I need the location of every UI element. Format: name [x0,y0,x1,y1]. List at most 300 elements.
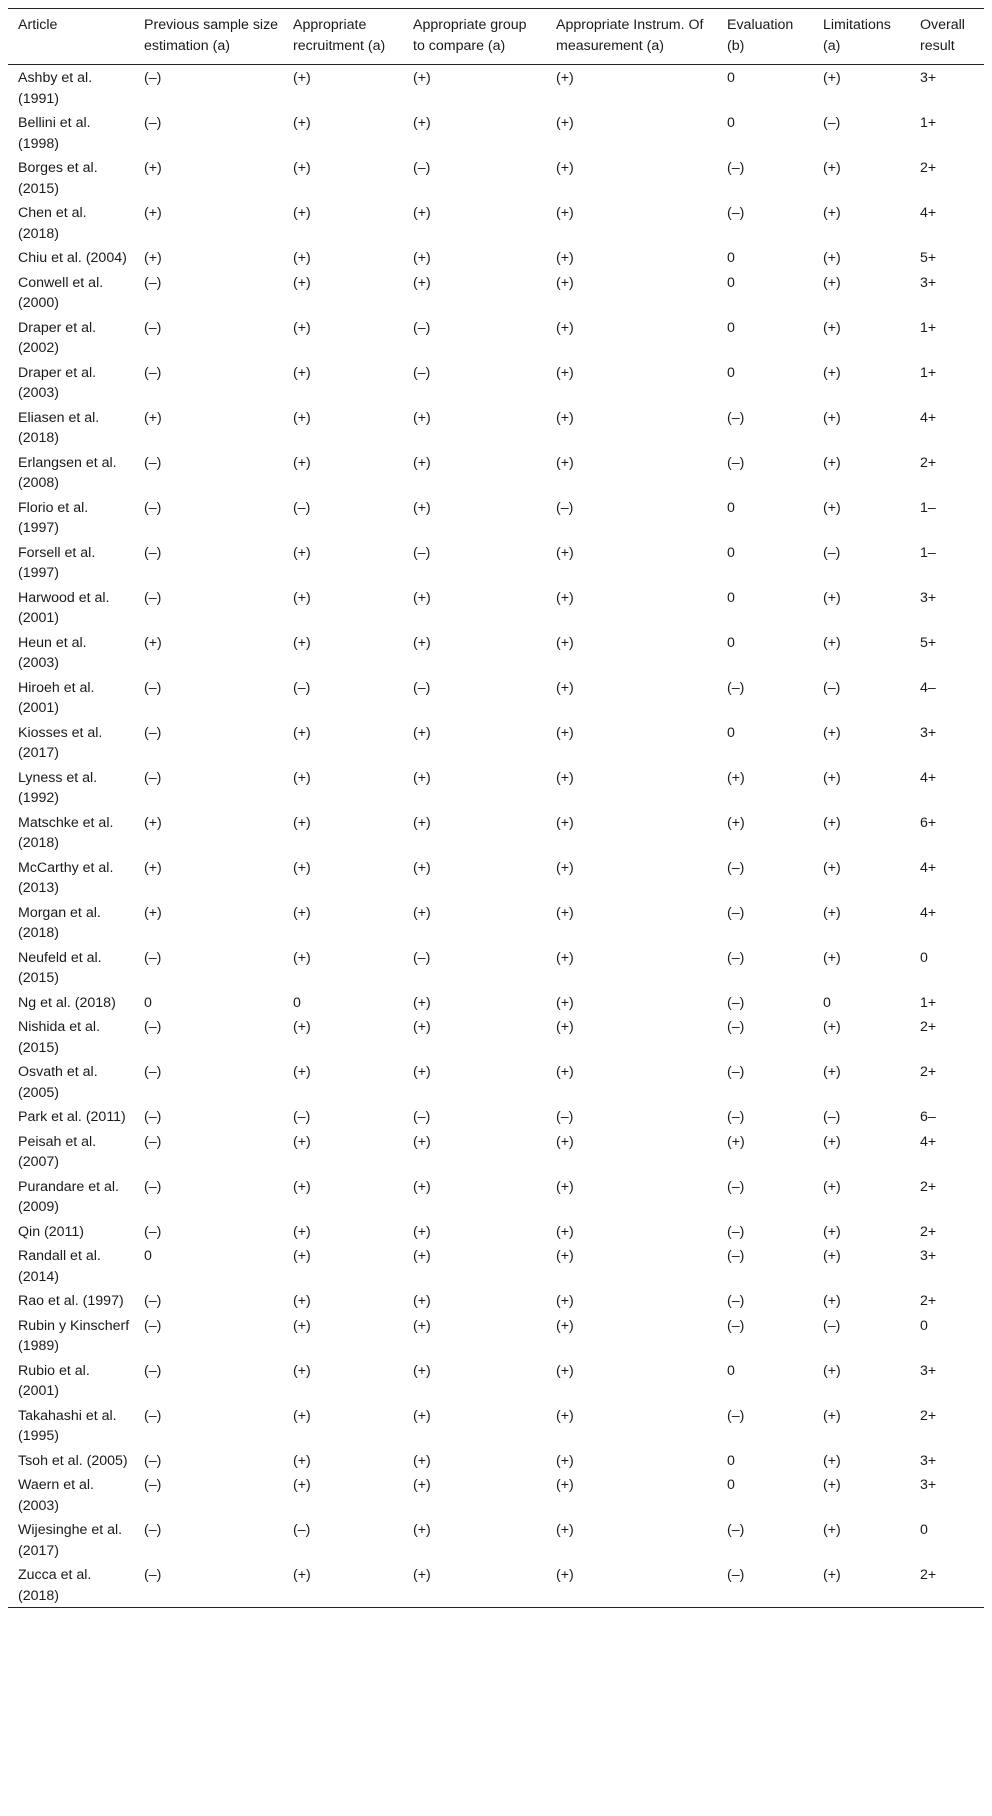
article-cell: Park et al. (2011) [18,1109,126,1125]
evaluation-cell: (–) [727,1317,745,1334]
overall-result-cell: 0 [920,1317,928,1334]
comparison-group-cell: (+) [413,634,431,651]
article-cell: Chiu et al. (2004) [18,250,127,266]
article-cell: Nishida et al. (2015) [18,1019,101,1056]
limitations-cell: (+) [823,949,841,966]
instrument-cell: (+) [556,409,574,426]
article-cell: Qin (2011) [18,1223,84,1240]
limitations-cell: (–) [823,115,841,131]
sample-size-cell: (–) [144,1362,162,1379]
article-cell: Erlangsen et al. (2008) [18,454,117,491]
comparison-group-cell: (+) [413,1522,431,1538]
instrument-cell: (+) [556,814,574,831]
instrument-cell: (+) [556,1178,574,1195]
col-header-instrument: Appropriate Instrum. Of measurement (a) [556,17,704,54]
overall-result-cell: 3+ [920,1248,937,1264]
table-body [8,65,984,1608]
comparison-group-cell: (+) [413,1133,431,1150]
comparison-group-cell: (+) [413,1362,431,1379]
comparison-group-cell: (+) [413,994,431,1011]
instrument-cell: (+) [556,1317,574,1334]
comparison-group-cell: (–) [413,544,431,561]
comparison-group-cell: (+) [413,409,431,426]
evaluation-cell: (+) [727,1133,745,1150]
recruitment-cell: (+) [293,1064,311,1080]
sample-size-cell: (–) [144,1223,162,1240]
limitations-cell: (+) [823,1407,841,1424]
overall-result-cell: 4+ [920,1133,937,1150]
article-cell: Conwell et al. (2000) [18,274,104,311]
recruitment-cell: (+) [293,274,311,291]
sample-size-cell: (+) [144,634,162,651]
evaluation-cell: (–) [727,1407,745,1424]
comparison-group-cell: (–) [413,319,431,336]
instrument-cell: (+) [556,544,574,561]
article-cell: Hiroeh et al. (2001) [18,679,95,716]
evaluation-cell: (–) [727,679,745,696]
article-cell: Rubin y Kinscherf (1989) [18,1317,130,1354]
recruitment-cell: (+) [293,205,311,221]
table-row [8,1014,984,1059]
table-row [8,110,984,155]
evaluation-cell: (–) [727,160,745,176]
instrument-cell: (+) [556,1477,574,1493]
evaluation-cell: 0 [727,364,735,381]
evaluation-cell: (–) [727,1522,745,1538]
recruitment-cell: (–) [293,1522,311,1538]
overall-result-cell: 5+ [920,634,937,651]
article-cell: Kiosses et al. (2017) [18,724,103,761]
table-row [8,810,984,855]
limitations-cell: (+) [823,364,841,381]
overall-result-cell: 3+ [920,589,937,606]
instrument-cell: (+) [556,70,574,86]
instrument-cell: (+) [556,994,574,1011]
article-cell: Rao et al. (1997) [18,1293,124,1309]
sample-size-cell: (–) [144,454,162,471]
overall-result-cell: 4+ [920,859,937,876]
overall-result-cell: 1– [920,499,936,516]
comparison-group-cell: (+) [413,589,431,606]
limitations-cell: (+) [823,70,841,86]
sample-size-cell: (+) [144,859,162,876]
article-cell: Draper et al. (2002) [18,319,97,356]
table-row [8,630,984,675]
overall-result-cell: 2+ [920,1407,937,1424]
table-row [8,1219,984,1244]
recruitment-cell: (+) [293,634,311,651]
comparison-group-cell: (+) [413,1477,431,1493]
table-row [8,495,984,540]
instrument-cell: (+) [556,1567,574,1583]
limitations-cell: (–) [823,1109,841,1125]
overall-result-cell: 2+ [920,1293,937,1309]
recruitment-cell: (+) [293,1477,311,1493]
instrument-cell: (+) [556,1452,574,1469]
evaluation-cell: 0 [727,634,735,651]
table-row [8,585,984,630]
table-row [8,65,984,111]
col-header-limitations: Limitations (a) [823,17,891,54]
sample-size-cell: (–) [144,544,162,561]
recruitment-cell: (+) [293,1178,311,1195]
sample-size-cell: (–) [144,589,162,606]
sample-size-cell: (–) [144,1452,162,1469]
limitations-cell: (+) [823,1248,841,1264]
instrument-cell: (+) [556,364,574,381]
table-row [8,945,984,990]
sample-size-cell: (+) [144,160,162,176]
comparison-group-cell: (+) [413,859,431,876]
quality-assessment-table-container [8,8,984,1608]
limitations-cell: (+) [823,319,841,336]
limitations-cell: (+) [823,409,841,426]
sample-size-cell: (–) [144,319,162,336]
overall-result-cell: 2+ [920,1223,937,1240]
comparison-group-cell: (+) [413,1293,431,1309]
recruitment-cell: (–) [293,1109,311,1125]
sample-size-cell: (–) [144,115,162,131]
instrument-cell: (+) [556,589,574,606]
col-header-overall-result: Overall result [920,17,965,54]
evaluation-cell: (+) [727,769,745,786]
evaluation-cell: (–) [727,1223,745,1240]
header-row [8,9,984,65]
article-cell: Purandare et al. (2009) [18,1178,119,1215]
table-row [8,540,984,585]
comparison-group-cell: (+) [413,205,431,221]
sample-size-cell: (–) [144,1109,162,1125]
table-row [8,1104,984,1129]
recruitment-cell: (+) [293,70,311,86]
overall-result-cell: 3+ [920,274,937,291]
overall-result-cell: 6+ [920,814,937,831]
table-row [8,1448,984,1473]
limitations-cell: (+) [823,859,841,876]
instrument-cell: (+) [556,319,574,336]
recruitment-cell: (+) [293,1223,311,1240]
limitations-cell: (+) [823,904,841,921]
sample-size-cell: (+) [144,409,162,426]
instrument-cell: (+) [556,904,574,921]
limitations-cell: (+) [823,1567,841,1583]
comparison-group-cell: (+) [413,904,431,921]
recruitment-cell: (+) [293,724,311,741]
comparison-group-cell: (+) [413,1248,431,1264]
sample-size-cell: (+) [144,904,162,921]
evaluation-cell: 0 [727,319,735,336]
sample-size-cell: (+) [144,814,162,831]
sample-size-cell: (–) [144,679,162,696]
comparison-group-cell: (–) [413,364,431,381]
instrument-cell: (+) [556,205,574,221]
instrument-cell: (+) [556,454,574,471]
article-cell: Lyness et al. (1992) [18,769,98,806]
col-header-comparison-group: Appropriate group to compare (a) [413,17,527,54]
limitations-cell: (+) [823,250,841,266]
article-cell: Harwood et al. (2001) [18,589,110,626]
sample-size-cell: (–) [144,274,162,291]
overall-result-cell: 2+ [920,160,937,176]
comparison-group-cell: (–) [413,679,431,696]
recruitment-cell: (+) [293,454,311,471]
evaluation-cell: 0 [727,1452,735,1469]
limitations-cell: (+) [823,454,841,471]
evaluation-cell: 0 [727,250,735,266]
overall-result-cell: 3+ [920,1477,937,1493]
sample-size-cell: (–) [144,724,162,741]
table-row [8,1059,984,1104]
instrument-cell: (+) [556,1362,574,1379]
overall-result-cell: 4+ [920,769,937,786]
recruitment-cell: (+) [293,364,311,381]
comparison-group-cell: (+) [413,1019,431,1035]
sample-size-cell: (–) [144,769,162,786]
table-row [8,200,984,245]
table-header [8,9,984,65]
limitations-cell: 0 [823,994,831,1011]
article-cell: Ashby et al. (1991) [18,70,93,107]
comparison-group-cell: (+) [413,1452,431,1469]
recruitment-cell: (–) [293,679,311,696]
instrument-cell: (+) [556,724,574,741]
article-cell: Ng et al. (2018) [18,994,116,1011]
instrument-cell: (+) [556,1223,574,1240]
recruitment-cell: (+) [293,544,311,561]
overall-result-cell: 4– [920,679,936,696]
limitations-cell: (–) [823,1317,841,1334]
article-cell: Eliasen et al. (2018) [18,409,100,446]
comparison-group-cell: (+) [413,1567,431,1583]
evaluation-cell: 0 [727,1362,735,1379]
article-cell: Borges et al. (2015) [18,160,98,197]
article-cell: Chen et al. (2018) [18,205,87,242]
sample-size-cell: (–) [144,1178,162,1195]
recruitment-cell: (+) [293,859,311,876]
instrument-cell: (+) [556,949,574,966]
article-cell: Takahashi et al. (1995) [18,1407,117,1444]
overall-result-cell: 1– [920,544,936,561]
article-cell: Waern et al. (2003) [18,1477,94,1514]
overall-result-cell: 4+ [920,409,937,426]
table-row [8,1562,984,1608]
evaluation-cell: 0 [727,499,735,516]
article-cell: Rubio et al. (2001) [18,1362,90,1399]
limitations-cell: (+) [823,1019,841,1035]
recruitment-cell: (–) [293,499,311,516]
instrument-cell: (+) [556,634,574,651]
recruitment-cell: (+) [293,1362,311,1379]
comparison-group-cell: (–) [413,1109,431,1125]
comparison-group-cell: (+) [413,274,431,291]
evaluation-cell: (–) [727,454,745,471]
instrument-cell: (+) [556,274,574,291]
instrument-cell: (+) [556,1522,574,1538]
limitations-cell: (+) [823,499,841,516]
evaluation-cell: (–) [727,949,745,966]
recruitment-cell: 0 [293,994,301,1011]
instrument-cell: (+) [556,160,574,176]
evaluation-cell: 0 [727,1477,735,1493]
comparison-group-cell: (–) [413,949,431,966]
instrument-cell: (+) [556,769,574,786]
overall-result-cell: 0 [920,1522,928,1538]
overall-result-cell: 0 [920,949,928,966]
limitations-cell: (+) [823,160,841,176]
article-cell: Neufeld et al. (2015) [18,949,102,986]
table-row [8,720,984,765]
table-row [8,405,984,450]
table-row [8,900,984,945]
col-header-article: Article [18,17,58,33]
comparison-group-cell: (+) [413,70,431,86]
article-cell: Osvath et al. (2005) [18,1064,98,1101]
recruitment-cell: (+) [293,115,311,131]
evaluation-cell: 0 [727,544,735,561]
overall-result-cell: 2+ [920,1178,937,1195]
recruitment-cell: (+) [293,160,311,176]
table-row [8,1313,984,1358]
col-header-sample-size: Previous sample size estimation (a) [144,17,279,54]
instrument-cell: (–) [556,499,574,516]
instrument-cell: (+) [556,1407,574,1424]
table-row [8,1358,984,1403]
evaluation-cell: 0 [727,115,735,131]
evaluation-cell: (–) [727,1109,745,1125]
table-row [8,1472,984,1517]
table-row [8,855,984,900]
instrument-cell: (+) [556,1133,574,1150]
recruitment-cell: (+) [293,589,311,606]
article-cell: Matschke et al. (2018) [18,814,114,851]
limitations-cell: (+) [823,274,841,291]
recruitment-cell: (+) [293,769,311,786]
overall-result-cell: 2+ [920,1064,937,1080]
evaluation-cell: (–) [727,904,745,921]
sample-size-cell: (–) [144,1019,162,1035]
evaluation-cell: (–) [727,409,745,426]
article-cell: Florio et al. (1997) [18,499,89,536]
overall-result-cell: 3+ [920,724,937,741]
evaluation-cell: 0 [727,724,735,741]
recruitment-cell: (+) [293,949,311,966]
overall-result-cell: 3+ [920,70,937,86]
sample-size-cell: (–) [144,1133,162,1150]
recruitment-cell: (+) [293,1293,311,1309]
table-row [8,315,984,360]
table-row [8,765,984,810]
instrument-cell: (+) [556,1293,574,1309]
evaluation-cell: (–) [727,1064,745,1080]
table-row [8,1288,984,1313]
evaluation-cell: (–) [727,1178,745,1195]
limitations-cell: (+) [823,1293,841,1309]
article-cell: Zucca et al. (2018) [18,1567,92,1604]
quality-assessment-table [8,8,984,1608]
instrument-cell: (+) [556,1248,574,1264]
recruitment-cell: (+) [293,904,311,921]
article-cell: Draper et al. (2003) [18,364,97,401]
evaluation-cell: (–) [727,1248,745,1264]
comparison-group-cell: (+) [413,1407,431,1424]
overall-result-cell: 1+ [920,364,937,381]
recruitment-cell: (+) [293,1567,311,1583]
table-row [8,360,984,405]
recruitment-cell: (+) [293,1317,311,1334]
limitations-cell: (+) [823,634,841,651]
article-cell: Tsoh et al. (2005) [18,1452,128,1469]
evaluation-cell: (–) [727,1567,745,1583]
recruitment-cell: (+) [293,1019,311,1035]
comparison-group-cell: (+) [413,1064,431,1080]
article-cell: Peisah et al. (2007) [18,1133,97,1170]
article-cell: McCarthy et al. (2013) [18,859,114,896]
limitations-cell: (+) [823,724,841,741]
sample-size-cell: (–) [144,1293,162,1309]
table-row [8,675,984,720]
instrument-cell: (+) [556,250,574,266]
recruitment-cell: (+) [293,1133,311,1150]
article-cell: Randall et al. (2014) [18,1248,101,1285]
recruitment-cell: (+) [293,814,311,831]
limitations-cell: (+) [823,814,841,831]
comparison-group-cell: (+) [413,1317,431,1334]
sample-size-cell: (–) [144,949,162,966]
table-row [8,1174,984,1219]
sample-size-cell: 0 [144,1248,152,1264]
sample-size-cell: (+) [144,250,162,266]
table-row [8,1403,984,1448]
recruitment-cell: (+) [293,1248,311,1264]
limitations-cell: (–) [823,544,841,561]
overall-result-cell: 1+ [920,115,937,131]
overall-result-cell: 4+ [920,904,937,921]
limitations-cell: (–) [823,679,841,696]
evaluation-cell: (–) [727,859,745,876]
overall-result-cell: 1+ [920,994,937,1011]
evaluation-cell: 0 [727,274,735,291]
comparison-group-cell: (+) [413,1223,431,1240]
table-row [8,990,984,1015]
article-cell: Forsell et al. (1997) [18,544,96,581]
limitations-cell: (+) [823,1362,841,1379]
comparison-group-cell: (–) [413,160,431,176]
sample-size-cell: (–) [144,1522,162,1538]
comparison-group-cell: (+) [413,724,431,741]
overall-result-cell: 4+ [920,205,937,221]
overall-result-cell: 6– [920,1109,936,1125]
table-row [8,1243,984,1288]
comparison-group-cell: (+) [413,115,431,131]
sample-size-cell: (–) [144,70,162,86]
limitations-cell: (+) [823,1452,841,1469]
instrument-cell: (+) [556,679,574,696]
recruitment-cell: (+) [293,409,311,426]
overall-result-cell: 2+ [920,1567,937,1583]
comparison-group-cell: (+) [413,454,431,471]
sample-size-cell: (–) [144,1567,162,1583]
instrument-cell: (–) [556,1109,574,1125]
limitations-cell: (+) [823,205,841,221]
evaluation-cell: (–) [727,994,745,1011]
overall-result-cell: 2+ [920,1019,937,1035]
sample-size-cell: (–) [144,1317,162,1334]
overall-result-cell: 3+ [920,1452,937,1469]
evaluation-cell: 0 [727,589,735,606]
comparison-group-cell: (+) [413,814,431,831]
limitations-cell: (+) [823,1477,841,1493]
instrument-cell: (+) [556,859,574,876]
